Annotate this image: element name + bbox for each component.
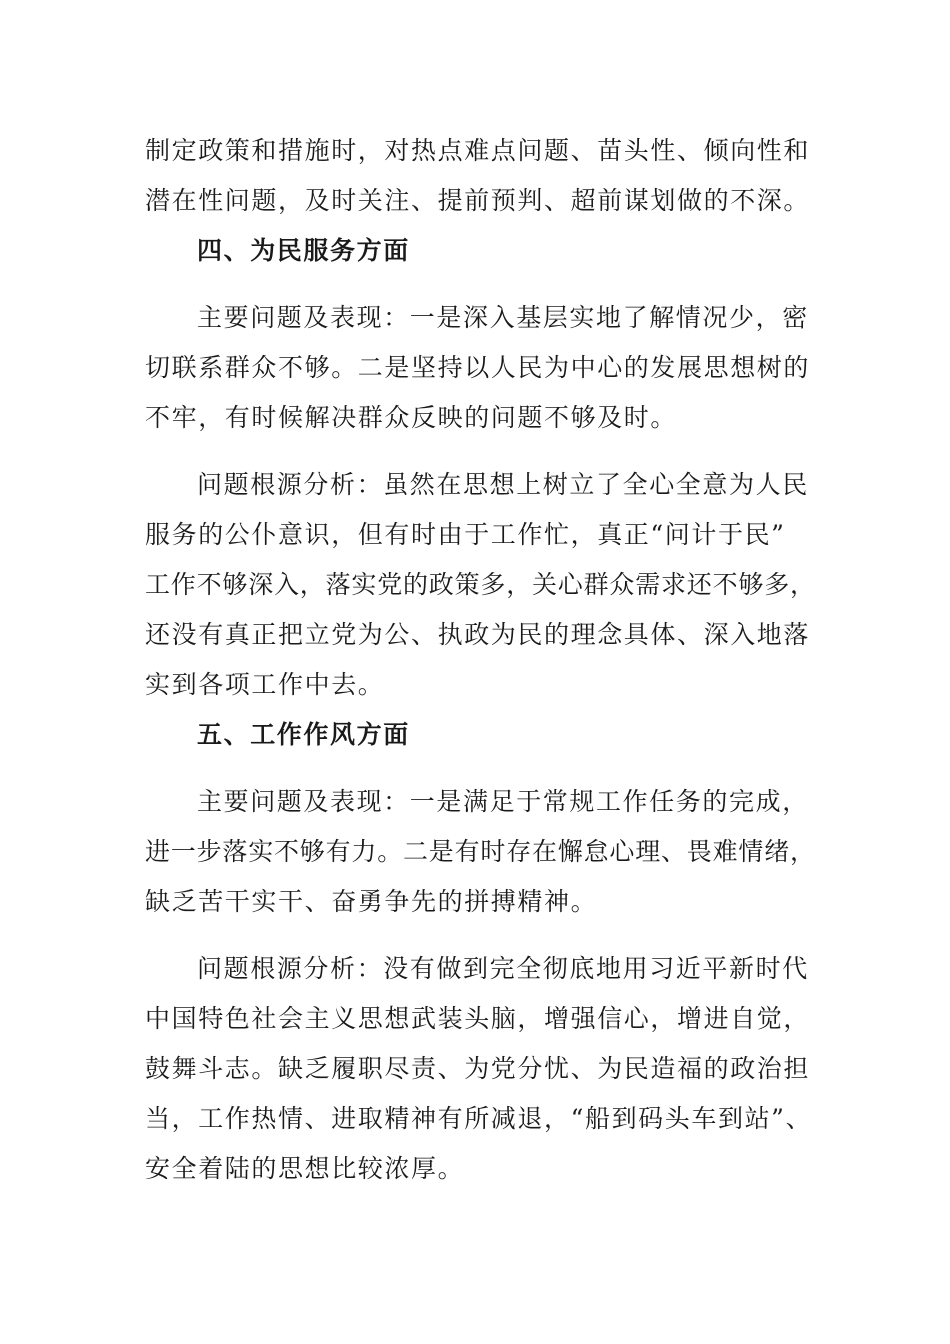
body-text-line: 制定政策和措施时，对热点难点问题、苗头性、倾向性和 bbox=[145, 136, 811, 165]
body-text-line: 潜在性问题，及时关注、提前预判、超前谋划做的不深。 bbox=[145, 186, 811, 215]
section-heading-service: 四、为民服务方面 bbox=[197, 236, 410, 265]
body-text-line: 还没有真正把立党为公、执政为民的理念具体、深入地落 bbox=[145, 620, 811, 649]
body-text-line: 实到各项工作中去。 bbox=[145, 670, 385, 699]
body-text-line: 服务的公仆意识，但有时由于工作忙，真正“问计于民” bbox=[145, 520, 786, 549]
body-text-line: 当，工作热情、进取精神有所减退，“船到码头车到站”、 bbox=[145, 1104, 813, 1133]
body-text-line: 问题根源分析：虽然在思想上树立了全心全意为人民 bbox=[197, 470, 809, 499]
body-text-line: 切联系群众不够。二是坚持以人民为中心的发展思想树的 bbox=[145, 353, 811, 382]
body-text-line: 问题根源分析：没有做到完全彻底地用习近平新时代 bbox=[197, 954, 809, 983]
section-heading-workstyle: 五、工作作风方面 bbox=[197, 720, 410, 749]
body-text-line: 工作不够深入，落实党的政策多，关心群众需求还不够多， bbox=[145, 570, 816, 599]
body-text-line: 不牢，有时候解决群众反映的问题不够及时。 bbox=[145, 403, 678, 432]
body-text-line: 进一步落实不够有力。二是有时存在懈怠心理、畏难情绪， bbox=[145, 837, 816, 866]
body-text-line: 主要问题及表现：一是满足于常规工作任务的完成， bbox=[197, 787, 809, 816]
body-text-line: 安全着陆的思想比较浓厚。 bbox=[145, 1154, 465, 1183]
body-text-line: 鼓舞斗志。缺乏履职尽责、为党分忧、为民造福的政治担 bbox=[145, 1054, 811, 1083]
body-text-line: 中国特色社会主义思想武装头脑，增强信心，增进自觉， bbox=[145, 1004, 811, 1033]
body-text-line: 主要问题及表现：一是深入基层实地了解情况少，密 bbox=[197, 303, 809, 332]
body-text-line: 缺乏苦干实干、奋勇争先的拼搏精神。 bbox=[145, 887, 598, 916]
